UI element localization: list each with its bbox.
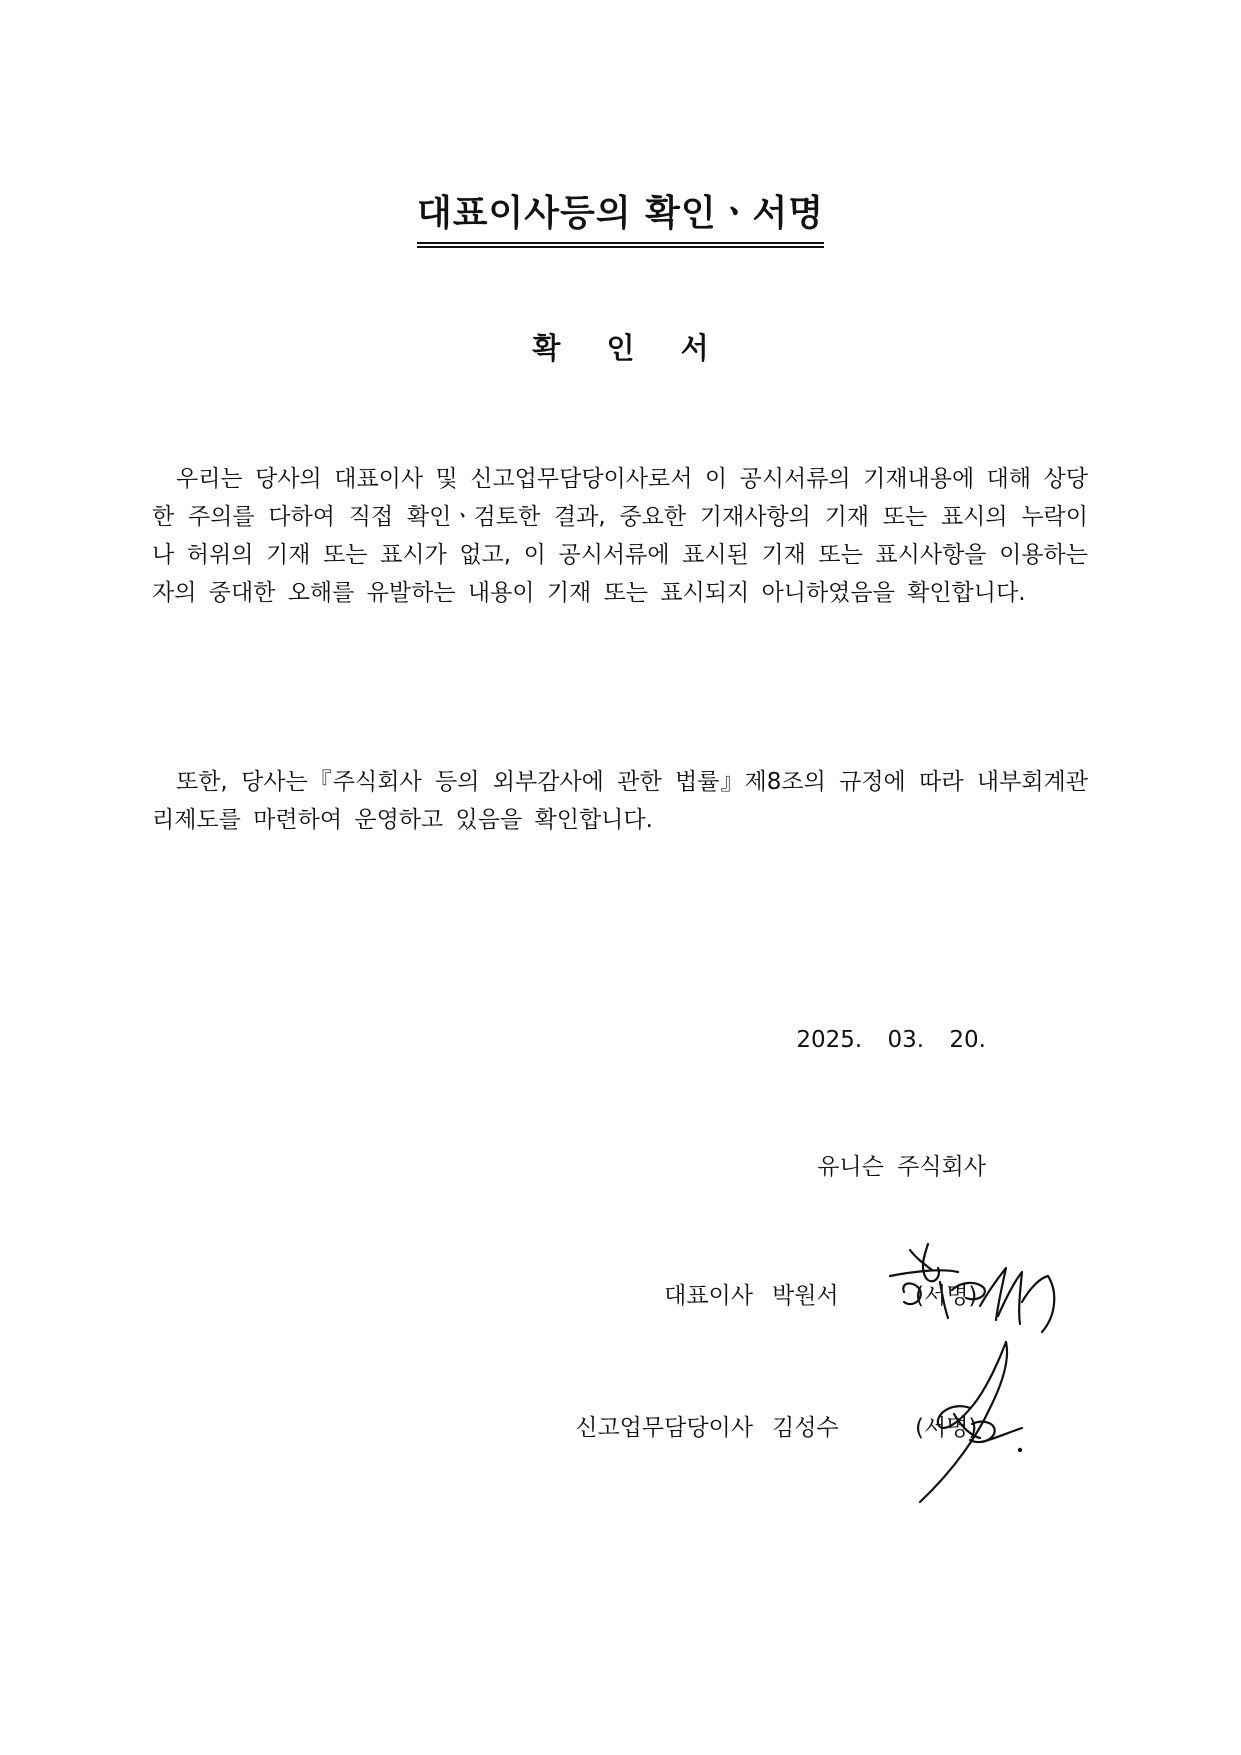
document-title [0,190,1241,248]
disclosure-officer-sign-mark: (서명) [915,1415,978,1441]
disclosure-officer-role: 신고업무담당이사 [575,1415,753,1441]
disclosure-officer-handwritten-signature [898,1338,1048,1508]
internal-control-paragraph: 또한, 당사는『주식회사 등의 외부감사에 관한 법률』제8조의 규정에 따라 내부회계관리제도를 마련하여 운영하고 있음을 확인합니다. [152,769,1088,833]
document-date: 2025. 03. 20. [796,1027,986,1053]
document-subtitle: 확 인 서 [532,331,727,365]
ceo-name: 박원서 [772,1283,839,1309]
document-title-text: 대표이사등의 확인ㆍ서명 [417,190,824,248]
company-name: 유니슨 주식회사 [817,1154,986,1180]
disclosure-officer-name: 김성수 [772,1415,839,1441]
ceo-role: 대표이사 [664,1283,753,1309]
ceo-handwritten-signature [880,1232,1070,1342]
confirmation-paragraph: 우리는 당사의 대표이사 및 신고업무담당이사로서 이 공시서류의 기재내용에 대해 상당한 주의를 다하여 직접 확인ㆍ검토한 결과, 중요한 기재사항의 기재 또는 표시의 누락이나 허위의 기재 또는 표시가 없고, 이 공시서류에 표시된 기재 또는 표시사항을 이용하는 자의 중대한 오해를 유발하는 내용이 기재 또는 표시되지 아니하였음을 확인합니다. [152,466,1088,606]
ceo-sign-mark: (서명) [915,1283,978,1309]
